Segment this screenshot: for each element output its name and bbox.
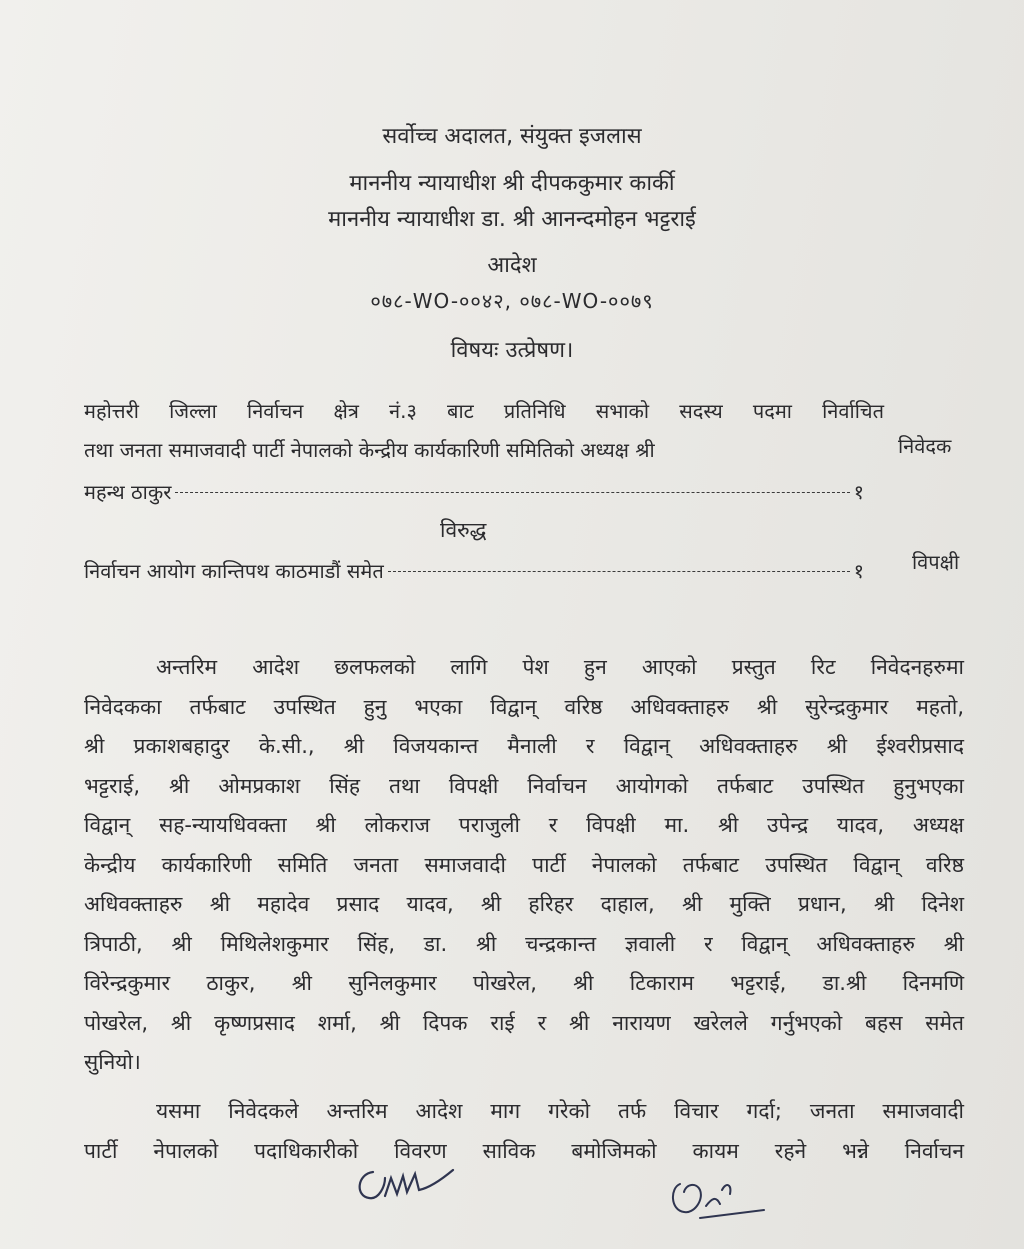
paragraph-line: यसमा निवेदकले अन्तरिम आदेश माग गरेको तर्फ विचार गर्दा; जनता समाजवादी bbox=[156, 1099, 964, 1123]
paragraph-line: भट्टराई, श्री ओमप्रकाश सिंह तथा विपक्षी निर्वाचन आयोगको तर्फबाट उपस्थित हुनुभएका bbox=[84, 773, 964, 798]
paragraph-line: सुनियो। bbox=[84, 1050, 141, 1074]
court-title: सर्वोच्च अदालत, संयुक्त इजलास bbox=[382, 124, 642, 149]
respondent-role: विपक्षी bbox=[912, 550, 960, 574]
paragraph-line: पोखरेल, श्री कृष्णप्रसाद शर्मा, श्री दिपक राई र श्री नारायण खरेलले गर्नुभएको बहस समेत bbox=[84, 1010, 964, 1035]
respondent-count: १ bbox=[853, 559, 864, 583]
versus-label: विरुद्ध bbox=[440, 518, 487, 542]
petitioner-line-1: महोत्तरी जिल्ला निर्वाचन क्षेत्र नं.३ बाट प्रतिनिधि सभाको सदस्य पदमा निर्वाचित bbox=[84, 399, 884, 423]
dashed-leader bbox=[388, 571, 850, 572]
paragraph-consideration bbox=[84, 1092, 964, 1171]
paragraph-line: विद्वान् सह-न्यायधिवक्ता श्री लोकराज पराजुली र विपक्षी मा. श्री उपेन्द्र यादव, अध्यक्ष bbox=[84, 813, 964, 837]
respondent-row bbox=[84, 557, 864, 584]
justice-1: माननीय न्यायाधीश श्री दीपककुमार कार्की bbox=[349, 171, 675, 196]
paragraph-line: केन्द्रीय कार्यकारिणी समिति जनता समाजवादी पार्टी नेपालको तर्फबाट उपस्थित विद्वान् वरिष्ठ bbox=[84, 852, 964, 877]
paragraph-hearing bbox=[84, 648, 964, 1083]
paragraph-line: अन्तरिम आदेश छलफलको लागि पेश हुन आएको प्रस्तुत रिट निवेदनहरुमा bbox=[156, 655, 964, 679]
subject: विषयः उत्प्रेषण। bbox=[450, 338, 574, 363]
paragraph-line: अधिवक्ताहरु श्री महादेव प्रसाद यादव, श्री हरिहर दाहाल, श्री मुक्ति प्रधान, श्री दिनेश bbox=[84, 892, 964, 916]
signature-2 bbox=[660, 1170, 770, 1230]
order-label: आदेश bbox=[487, 253, 537, 278]
paragraph-line: श्री प्रकाशबहादुर के.सी., श्री विजयकान्त मैनाली र विद्वान् अधिवक्ताहरु श्री ईश्वरीप्रसाद bbox=[84, 734, 964, 758]
case-numbers: ०७८-WO-००४२, ०७८-WO-००७९ bbox=[370, 289, 654, 313]
justice-2: माननीय न्यायाधीश डा. श्री आनन्दमोहन भट्टराई bbox=[328, 207, 696, 232]
petitioner-name-row bbox=[84, 478, 864, 505]
petitioner-name: महन्थ ठाकुर bbox=[84, 480, 172, 504]
petitioner-role: निवेदक bbox=[898, 434, 952, 458]
dashed-leader bbox=[175, 492, 849, 493]
paragraph-line: पार्टी नेपालको पदाधिकारीको विवरण साविक बमोजिमको कायम रहने भन्ने निर्वाचन bbox=[84, 1138, 964, 1163]
signature-1 bbox=[345, 1160, 475, 1210]
respondent-name: निर्वाचन आयोग कान्तिपथ काठमाडौं समेत bbox=[84, 559, 384, 583]
petitioner-line-2: तथा जनता समाजवादी पार्टी नेपालको केन्द्रीय कार्यकारिणी समितिको अध्यक्ष श्री bbox=[84, 438, 655, 462]
paragraph-line: निवेदकका तर्फबाट उपस्थित हुनु भएका विद्वान् वरिष्ठ अधिवक्ताहरु श्री सुरेन्द्रकुमार महतो, bbox=[84, 694, 964, 719]
petitioner-count: १ bbox=[853, 480, 864, 504]
paragraph-line: त्रिपाठी, श्री मिथिलेशकुमार सिंह, डा. श्री चन्द्रकान्त ज्ञवाली र विद्वान् अधिवक्ताहरु श्री bbox=[84, 931, 964, 956]
paragraph-line: विरेन्द्रकुमार ठाकुर, श्री सुनिलकुमार पोखरेल, श्री टिकाराम भट्टराई, डा.श्री दिनमणि bbox=[84, 971, 964, 995]
